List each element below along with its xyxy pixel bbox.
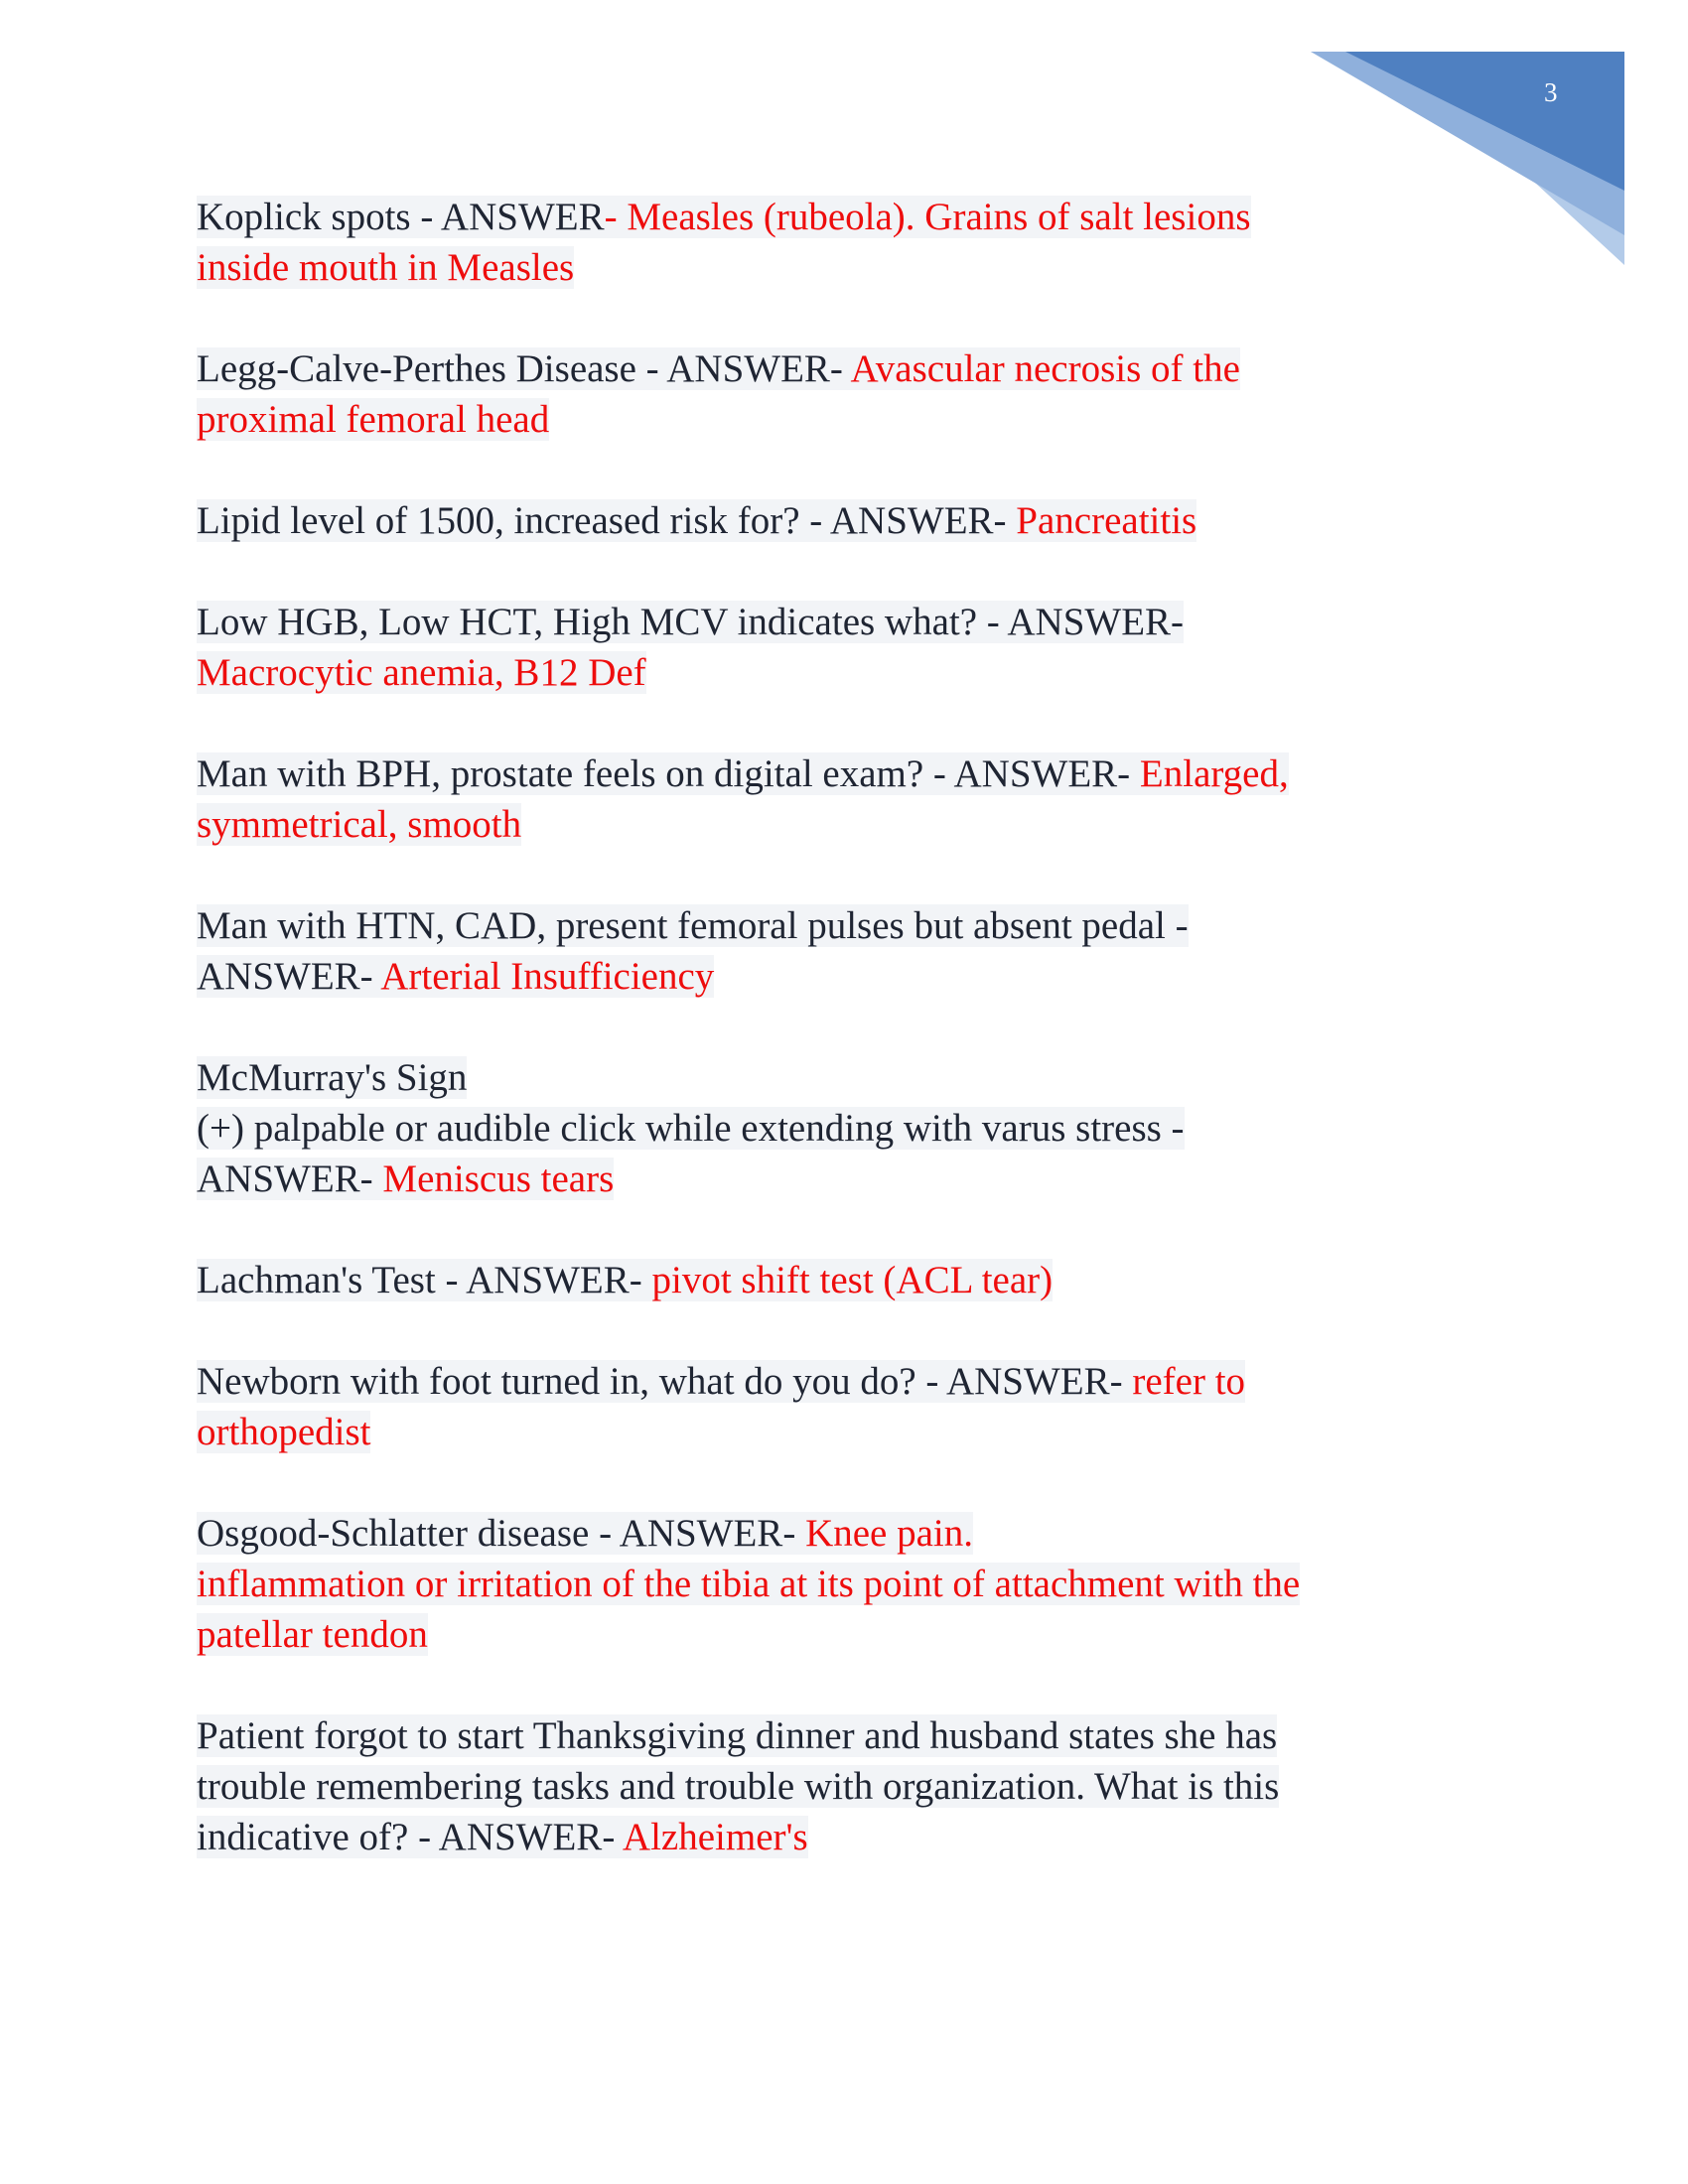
highlighted-text — [197, 1360, 1245, 1403]
highlighted-text — [197, 1107, 1185, 1150]
answer-text: Macrocytic anemia, B12 Def — [197, 651, 646, 694]
answer-text: Alzheimer's — [622, 1816, 808, 1858]
qa-line — [197, 647, 1487, 698]
qa-line — [197, 242, 1487, 293]
qa-list — [197, 192, 1487, 1913]
qa-entry — [197, 495, 1487, 546]
highlighted-text — [197, 1411, 370, 1453]
highlighted-text — [197, 1563, 1300, 1605]
answer-text: Pancreatitis — [1016, 499, 1197, 542]
highlighted-text — [197, 803, 521, 846]
qa-entry — [197, 1052, 1487, 1204]
question-text: Koplick spots - ANSWER — [197, 196, 605, 238]
answer-text: Enlarged, — [1139, 752, 1289, 795]
answer-text: pivot shift test (ACL tear) — [651, 1259, 1054, 1301]
question-text: Lipid level of 1500, increased risk for? - ANSWER- — [197, 499, 1017, 542]
highlighted-text — [197, 904, 1189, 947]
answer-text: symmetrical, smooth — [197, 803, 522, 846]
question-text: Legg-Calve-Perthes Disease - ANSWER- — [197, 347, 851, 390]
answer-text: refer to — [1132, 1360, 1246, 1403]
question-text: Man with BPH, prostate feels on digital exam? - ANSWER- — [197, 752, 1140, 795]
question-text: Osgood-Schlatter disease - ANSWER- — [197, 1512, 806, 1555]
question-text: (+) palpable or audible click while extending with varus stress - — [197, 1107, 1185, 1150]
answer-text: Knee pain. — [805, 1512, 973, 1555]
highlighted-text — [197, 347, 1240, 390]
qa-line — [197, 1761, 1487, 1812]
highlighted-text — [197, 398, 549, 441]
question-text: trouble remembering tasks and trouble with organization. What is this — [197, 1765, 1280, 1808]
highlighted-text — [197, 1158, 614, 1200]
qa-line — [197, 1609, 1487, 1660]
qa-line — [197, 192, 1487, 242]
highlighted-text — [197, 246, 574, 289]
answer-text: Avascular necrosis of the — [850, 347, 1240, 390]
qa-line — [197, 597, 1487, 647]
question-text: Newborn with foot turned in, what do you do? - ANSWER- — [197, 1360, 1133, 1403]
highlighted-text — [197, 1714, 1277, 1757]
qa-entry — [197, 1356, 1487, 1457]
qa-line — [197, 1154, 1487, 1204]
answer-text: proximal femoral head — [197, 398, 550, 441]
question-text: ANSWER- — [197, 955, 381, 998]
highlighted-text — [197, 1056, 467, 1099]
question-text: indicative of? - ANSWER- — [197, 1816, 623, 1858]
qa-line — [197, 900, 1487, 951]
question-text: ANSWER- — [197, 1158, 383, 1200]
qa-entry — [197, 192, 1487, 293]
highlighted-text — [197, 1816, 808, 1858]
qa-line — [197, 1710, 1487, 1761]
answer-text: orthopedist — [197, 1411, 371, 1453]
question-text: Man with HTN, CAD, present femoral pulses but absent pedal - — [197, 904, 1189, 947]
highlighted-text — [197, 196, 1251, 238]
qa-entry — [197, 749, 1487, 850]
highlighted-text — [197, 651, 646, 694]
question-text: Low HGB, Low HCT, High MCV indicates what? - ANSWER- — [197, 601, 1185, 643]
qa-line — [197, 1559, 1487, 1609]
qa-line — [197, 1255, 1487, 1305]
qa-entry — [197, 1508, 1487, 1660]
qa-line — [197, 951, 1487, 1002]
qa-line — [197, 394, 1487, 445]
highlighted-text — [197, 955, 714, 998]
qa-line — [197, 1356, 1487, 1407]
question-text: McMurray's Sign — [197, 1056, 468, 1099]
highlighted-text — [197, 499, 1196, 542]
qa-line — [197, 1052, 1487, 1103]
qa-line — [197, 343, 1487, 394]
qa-line — [197, 799, 1487, 850]
qa-entry — [197, 900, 1487, 1002]
qa-entry — [197, 1710, 1487, 1862]
qa-line — [197, 495, 1487, 546]
highlighted-text — [197, 752, 1289, 795]
highlighted-text — [197, 1512, 973, 1555]
question-text: Patient forgot to start Thanksgiving dinner and husband states she has — [197, 1714, 1278, 1757]
highlighted-text — [197, 1259, 1053, 1301]
highlighted-text — [197, 1765, 1279, 1808]
qa-entry — [197, 597, 1487, 698]
qa-line — [197, 1812, 1487, 1862]
answer-text: patellar tendon — [197, 1613, 428, 1656]
answer-text: Arterial Insufficiency — [380, 955, 715, 998]
answer-text: inside mouth in Measles — [197, 246, 575, 289]
highlighted-text — [197, 601, 1184, 643]
qa-line — [197, 1407, 1487, 1457]
page-number: 3 — [1544, 77, 1558, 107]
answer-text: - Measles (rubeola). Grains of salt lesions — [604, 196, 1251, 238]
question-text: Lachman's Test - ANSWER- — [197, 1259, 652, 1301]
answer-text: Meniscus tears — [382, 1158, 615, 1200]
qa-line — [197, 1103, 1487, 1154]
qa-line — [197, 1508, 1487, 1559]
highlighted-text — [197, 1613, 428, 1656]
qa-line — [197, 749, 1487, 799]
answer-text: inflammation or irritation of the tibia at its point of attachment with the — [197, 1563, 1301, 1605]
qa-entry — [197, 1255, 1487, 1305]
qa-entry — [197, 343, 1487, 445]
